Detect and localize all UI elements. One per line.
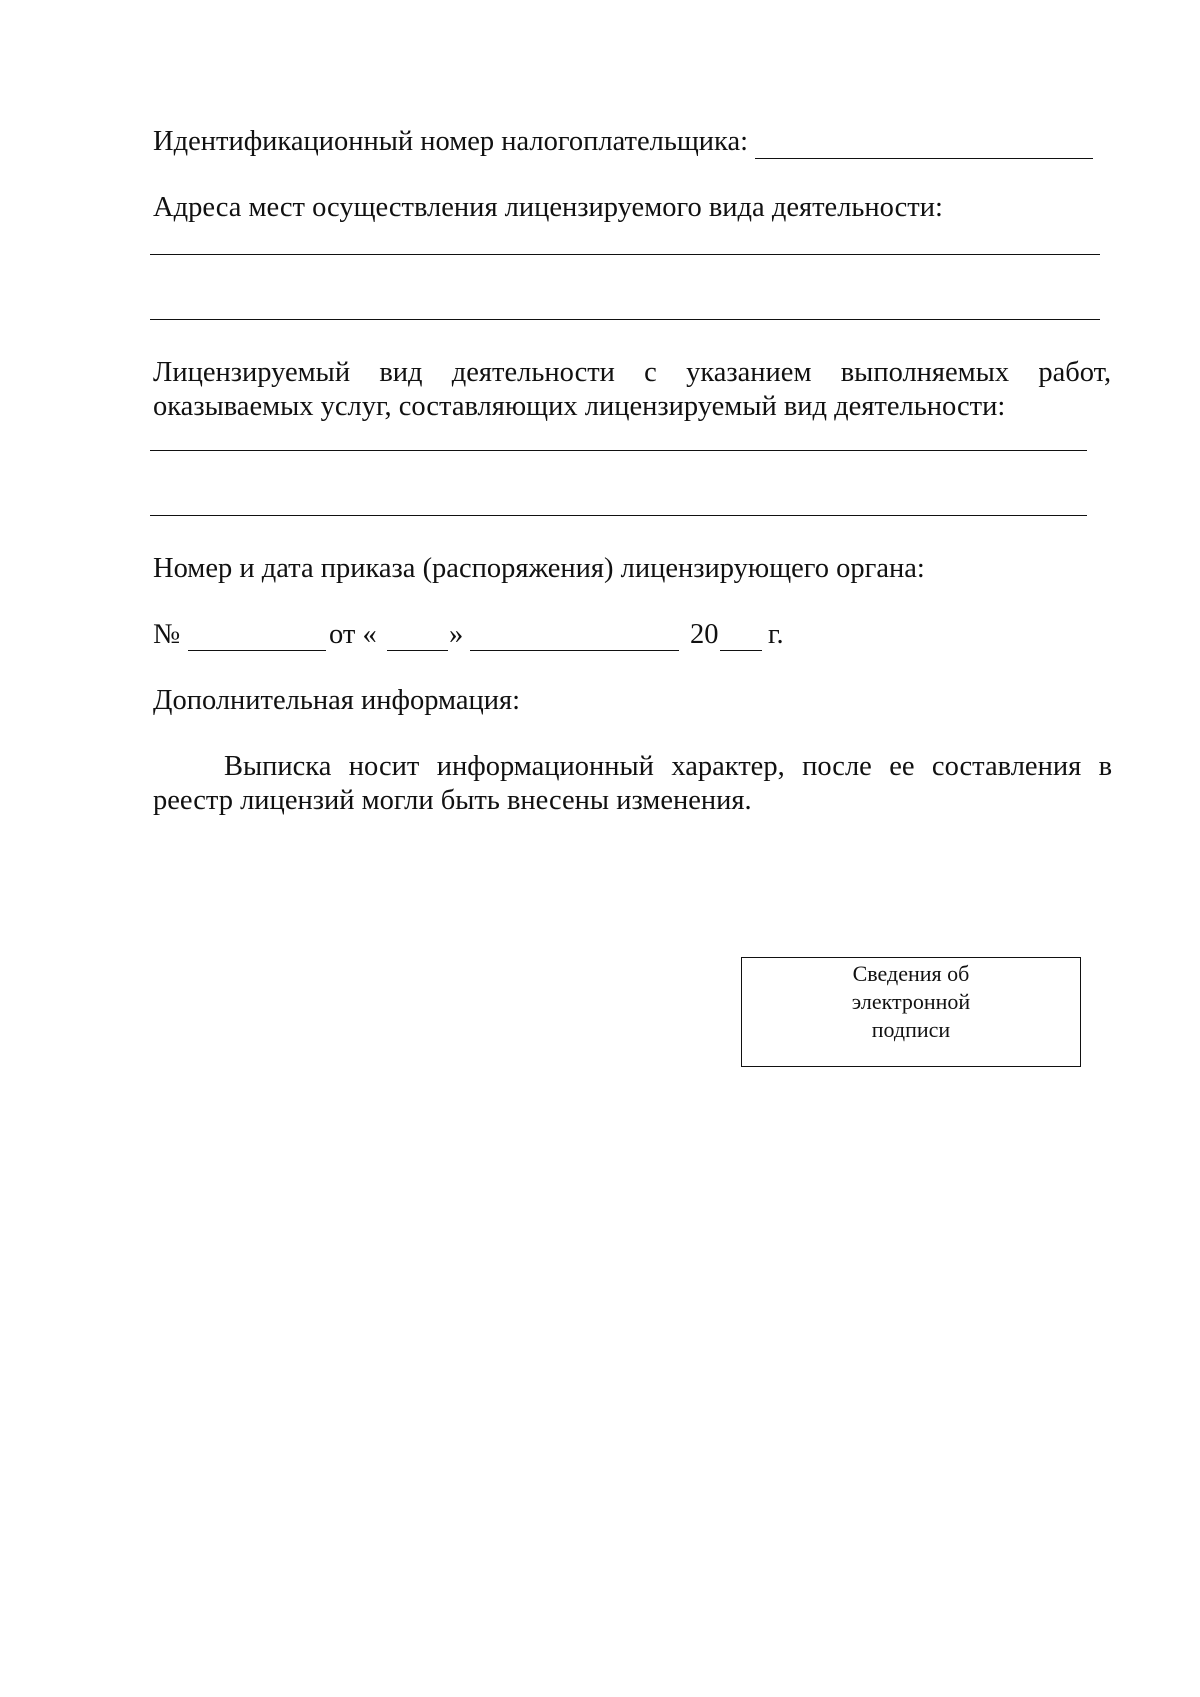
order-year-prefix: 20 (690, 619, 719, 650)
addresses-blank-line-2[interactable] (150, 319, 1100, 320)
notice-word: составления (931, 751, 1082, 782)
addresses-label: Адреса мест осуществления лицензируемого вида деятельности: (153, 192, 943, 223)
order-from-text: от « (329, 619, 377, 650)
notice-word: носит (348, 751, 420, 782)
order-number-sign: № (153, 619, 181, 650)
signature-label-line-1: Сведения об (852, 961, 970, 986)
electronic-signature-box (741, 957, 1081, 1067)
notice-word: характер, (671, 751, 785, 782)
notice-word: информационный (436, 751, 654, 782)
inn-label: Идентификационный номер налогоплательщика: (153, 126, 749, 157)
notice-word: ее (889, 751, 915, 782)
activity-blank-line-2[interactable] (150, 515, 1087, 516)
order-day-blank[interactable] (387, 650, 448, 651)
activity-word: работ, (1038, 357, 1112, 388)
order-quote-close: » (449, 619, 464, 650)
activity-blank-line-1[interactable] (150, 450, 1087, 451)
activity-word: выполняемых (840, 357, 1010, 388)
notice-line-1 (224, 750, 1112, 784)
order-year-suffix: г. (768, 619, 784, 650)
additional-info-label: Дополнительная информация: (153, 685, 521, 716)
activity-word: деятельности (451, 357, 615, 388)
notice-word: Выписка (224, 751, 332, 782)
activity-word: Лицензируемый (153, 357, 351, 388)
activity-word: вид (379, 357, 423, 388)
activity-label-line-1 (153, 356, 1111, 390)
order-year-blank[interactable] (720, 650, 762, 651)
addresses-blank-line-1[interactable] (150, 254, 1100, 255)
notice-line-2: реестр лицензий могли быть внесены изменения. (153, 785, 752, 816)
signature-label-line-3: подписи (871, 1017, 951, 1042)
notice-word: после (802, 751, 872, 782)
order-number-blank[interactable] (188, 650, 326, 651)
order-label: Номер и дата приказа (распоряжения) лицензирующего органа: (153, 553, 925, 584)
activity-word: с (644, 357, 657, 388)
signature-label-line-2: электронной (851, 989, 971, 1014)
activity-word: указанием (686, 357, 812, 388)
activity-label-line-2: оказываемых услуг, составляющих лицензируемый вид деятельности: (153, 391, 1006, 422)
order-month-blank[interactable] (470, 650, 679, 651)
notice-word: в (1098, 751, 1113, 782)
inn-blank-line[interactable] (755, 158, 1093, 159)
